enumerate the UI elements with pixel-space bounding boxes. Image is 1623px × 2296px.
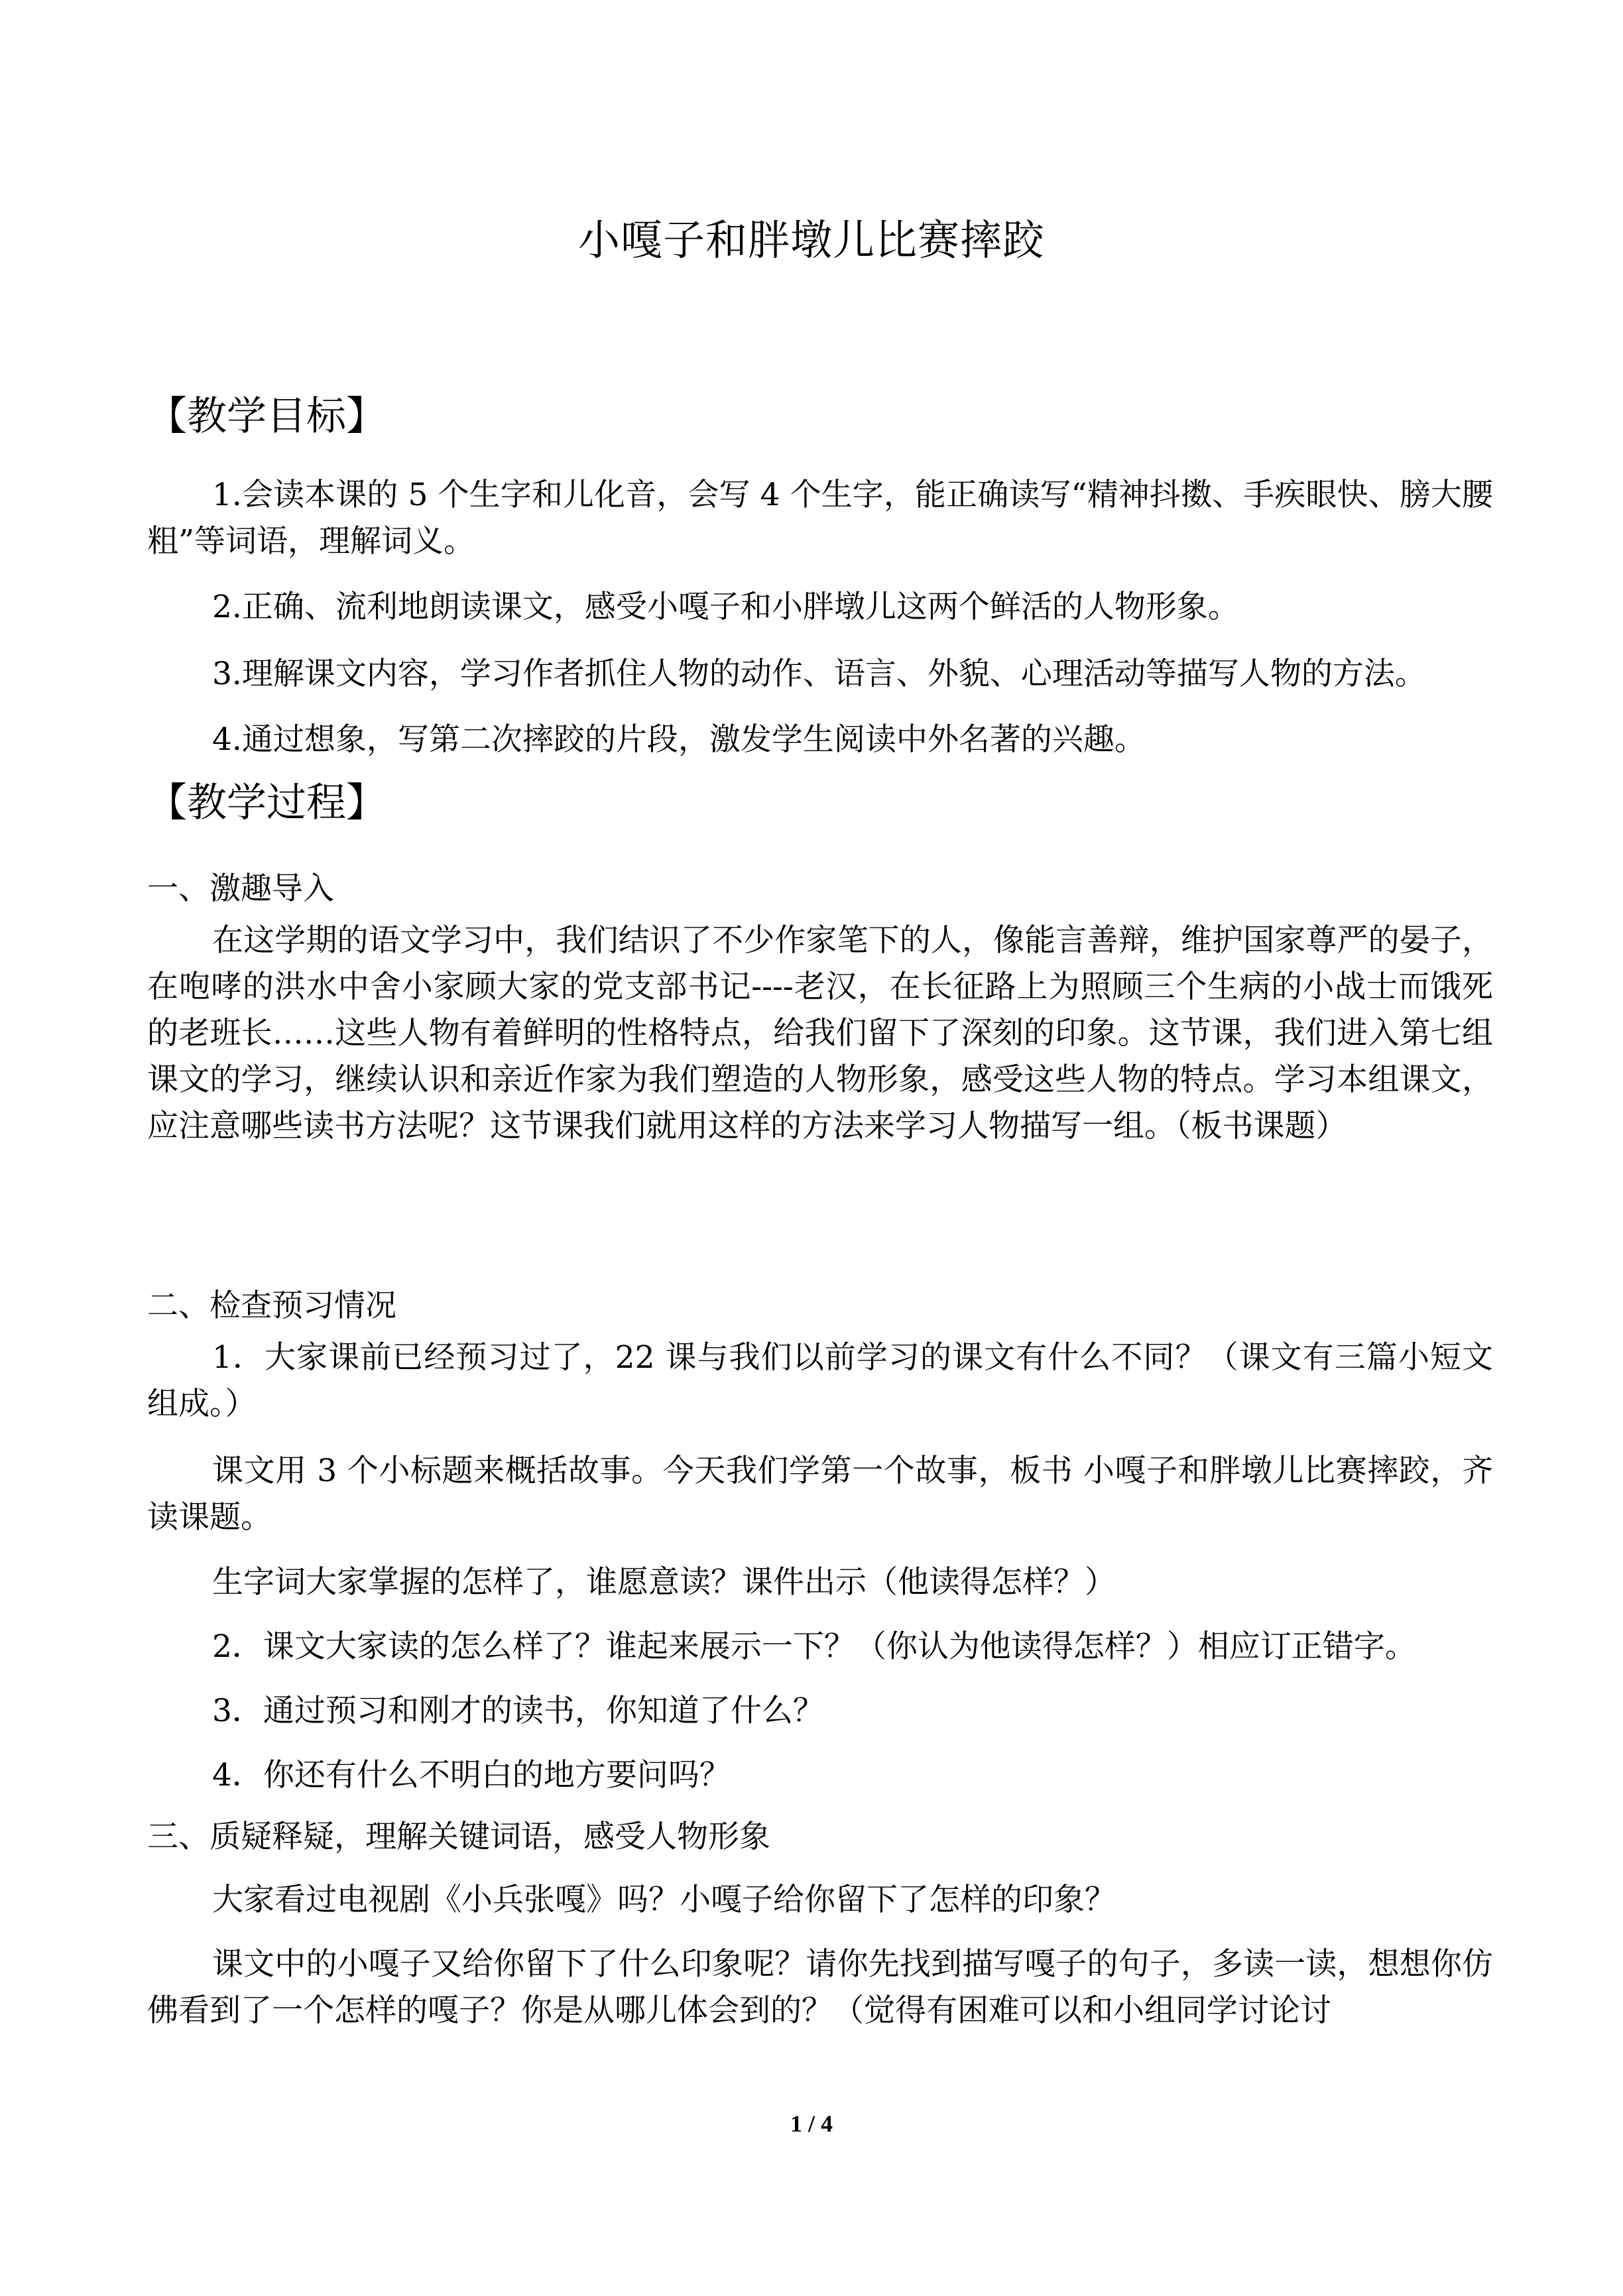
process-heading: 【教学过程】: [147, 780, 386, 826]
part2-item-3: 生字词大家掌握的怎样了，谁愿意读？课件出示（他读得怎样？）: [212, 1564, 1116, 1601]
part2-item-6: 4．你还有什么不明白的地方要问吗？: [212, 1757, 731, 1793]
goal-item-4: 4.通过想象，写第二次摔跤的片段，激发学生阅读中外名著的兴趣。: [212, 721, 1146, 758]
part3-title: 三、质疑释疑，理解关键词语，感受人物形象: [147, 1819, 770, 1855]
part2-item-4: 2．课文大家读的怎么样了？谁起来展示一下？（你认为他读得怎样？）相应订正错字。: [212, 1628, 1416, 1665]
part2-item-5: 3．通过预习和刚才的读书，你知道了什么？: [212, 1693, 824, 1729]
goals-heading: 【教学目标】: [147, 393, 386, 440]
part1-paragraph: 在这学期的语文学习中，我们结识了不少作家笔下的人，像能言善辩，维护国家尊严的晏子，在咆哮的洪水中舍小家顾大家的党支部书记----老汉，在长征路上为照顾三个生病的小战士而饿死的老班长……这些人物有着鲜明的性格特点，给我们留下了深刻的印象。这节课，我们进入第七组课文的学习，继续认识和亲近作家为我们塑造的人物形象，感受这些人物的特点。学习本组课文，应注意哪些读书方法呢？这节课我们就用这样的方法来学习人物描写一组。（板书课题）: [147, 922, 1493, 1144]
part1-title: 一、激趣导入: [147, 871, 334, 907]
goal-item-3: 3.理解课文内容，学习作者抓住人物的动作、语言、外貌、心理活动等描写人物的方法。: [212, 656, 1426, 692]
goal-item-2: 2.正确、流利地朗读课文，感受小嘎子和小胖墩儿这两个鲜活的人物形象。: [212, 589, 1239, 625]
document-title: 小嘎子和胖墩儿比赛摔跤: [578, 216, 1045, 265]
page-number: 1 / 4: [790, 2110, 833, 2137]
goal-item-1: 1.会读本课的 5 个生字和儿化音，会写 4 个生字，能正确读写“精神抖擞、手疾眼快、膀大腰粗”等词语，理解词义。: [147, 477, 1493, 560]
part3-item-1: 大家看过电视剧《小兵张嘎》吗？小嘎子给你留下了怎样的印象？: [212, 1882, 1116, 1918]
part3-item-2: 课文中的小嘎子又给你留下了什么印象呢？请你先找到描写嘎子的句子，多读一读，想想你仿佛看到了一个怎样的嘎子？你是从哪儿体会到的？（觉得有困难可以和小组同学讨论讨: [147, 1946, 1493, 2029]
part2-item-2: 课文用 3 个小标题来概括故事。今天我们学第一个故事，板书 小嘎子和胖墩儿比赛摔跤，齐读课题。: [147, 1453, 1493, 1536]
part2-title: 二、检查预习情况: [147, 1288, 396, 1324]
part2-item-1: 1．大家课前已经预习过了，22 课与我们以前学习的课文有什么不同？（课文有三篇小短文组成。）: [147, 1339, 1493, 1422]
